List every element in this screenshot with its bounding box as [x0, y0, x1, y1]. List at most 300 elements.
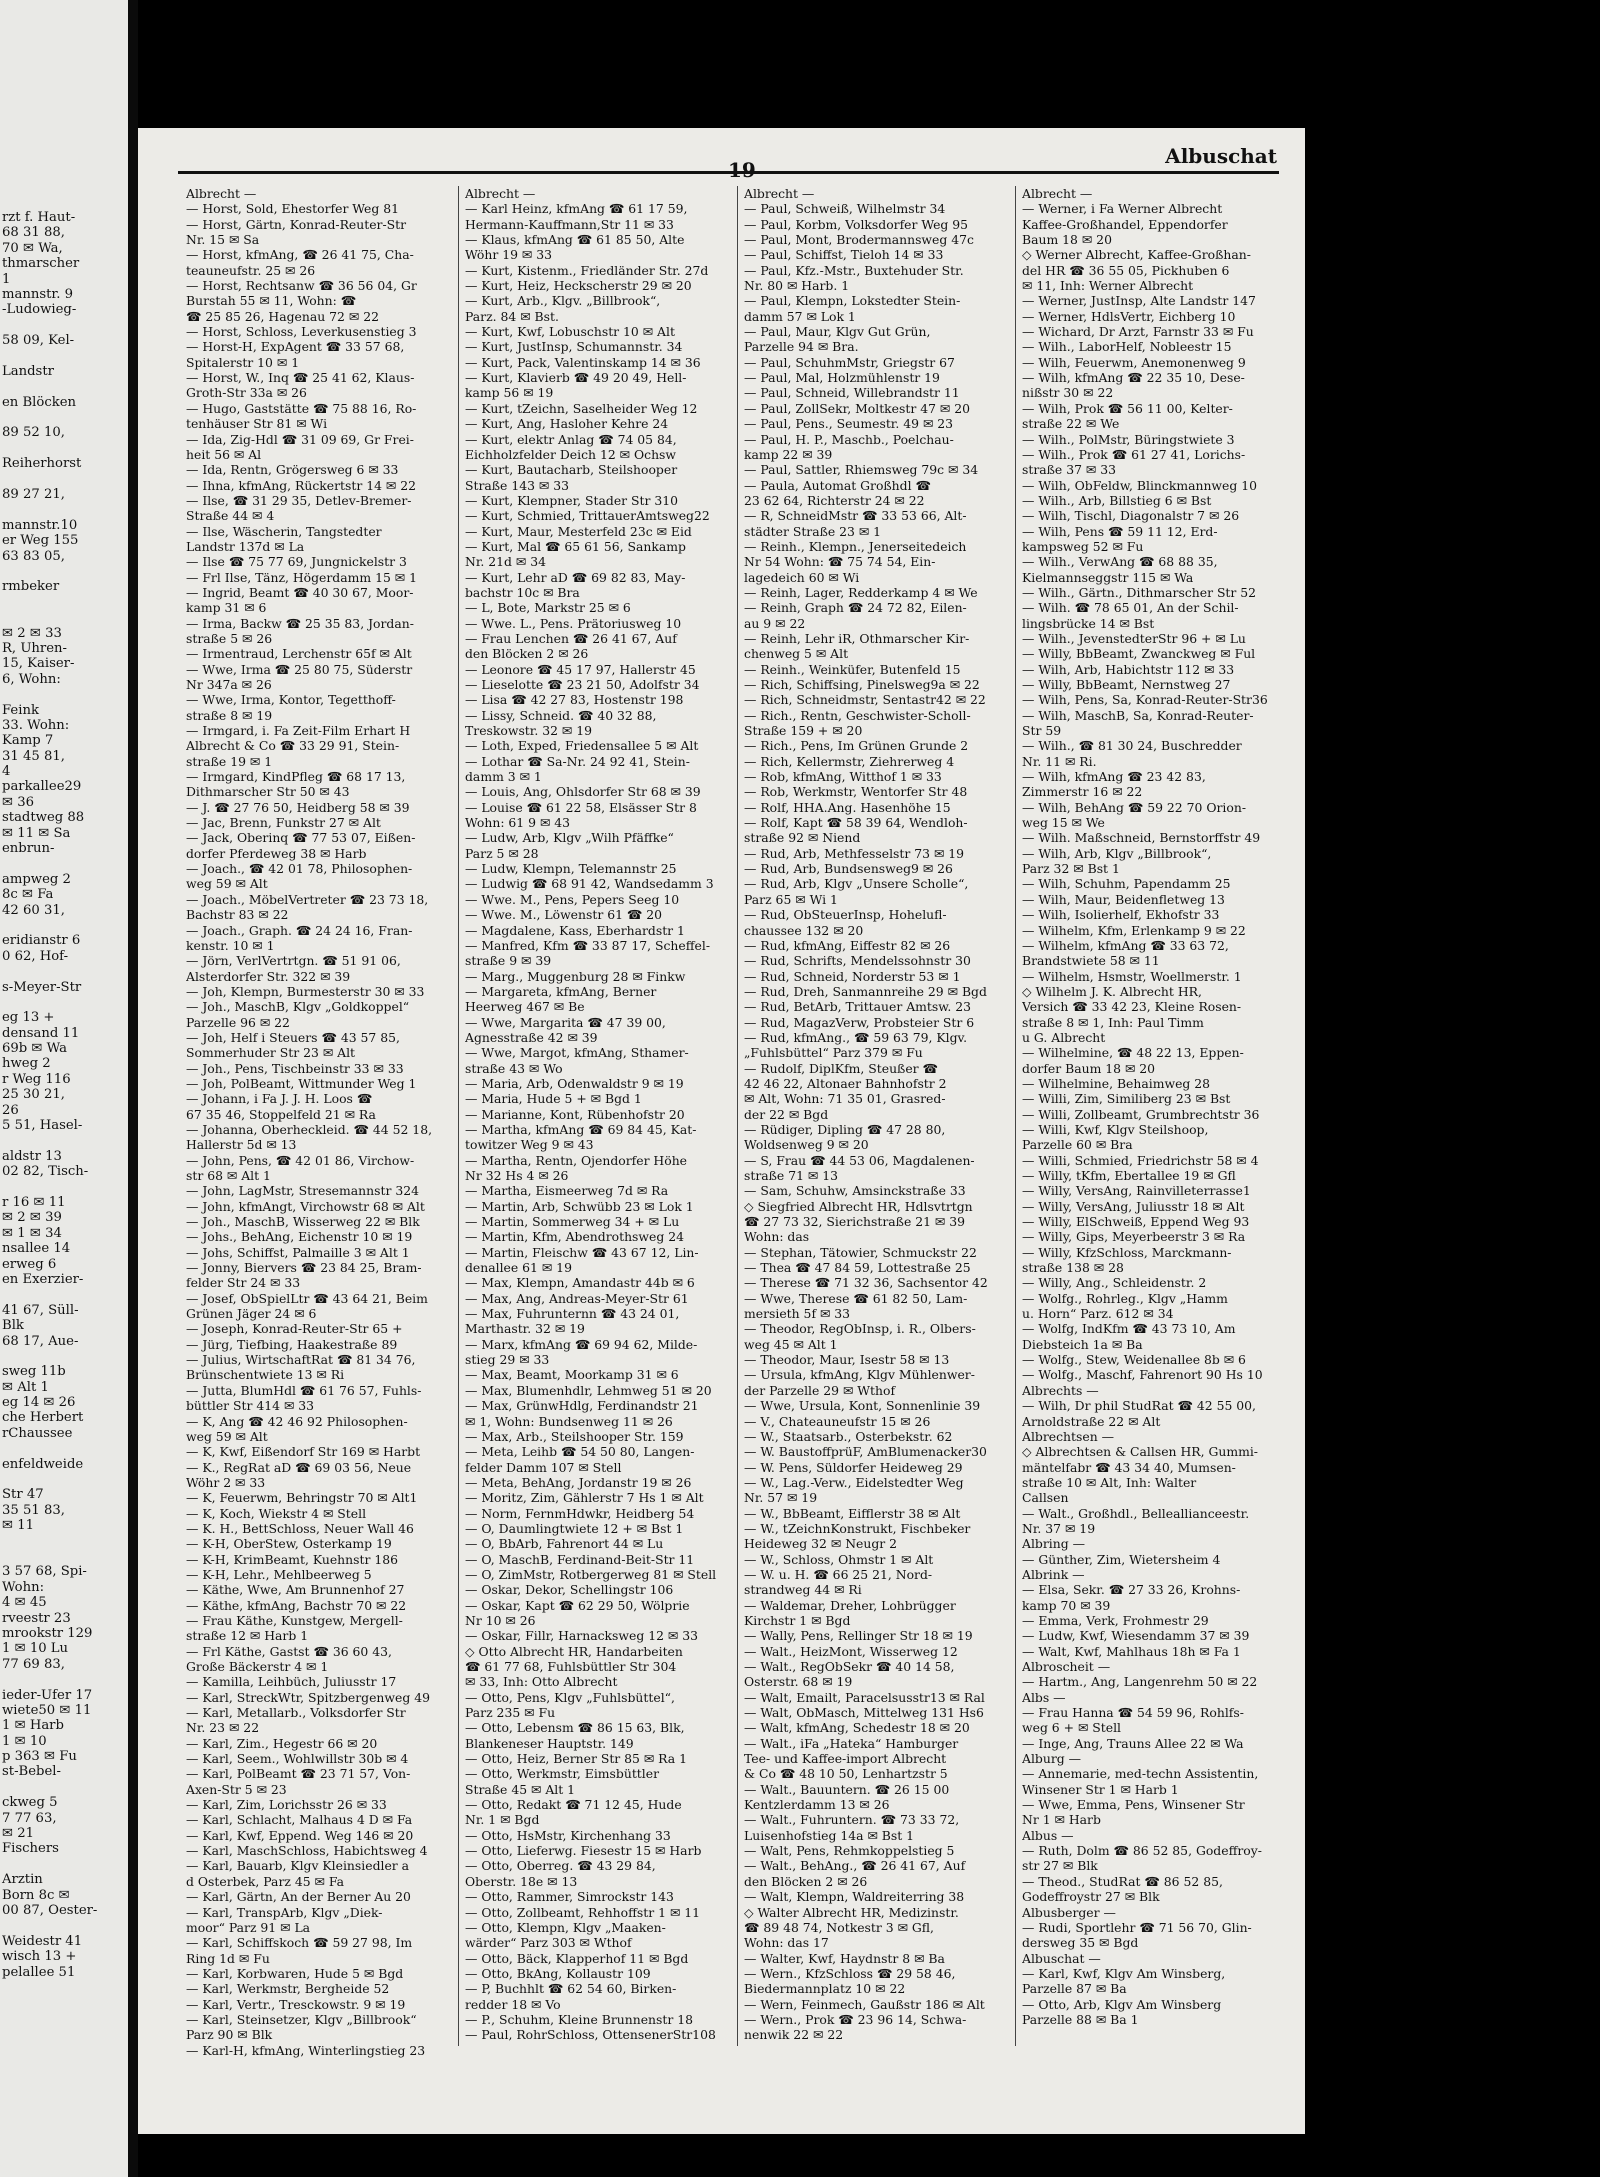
fragment-line: Reiherhorst	[2, 456, 82, 472]
directory-entry-line: Parz 5 ✉ 28	[465, 845, 539, 861]
directory-entry-line: stieg 29 ✉ 33	[465, 1352, 550, 1368]
directory-entry-line: — Martha, Rentn, Ojendorfer Höhe	[465, 1152, 688, 1168]
directory-entry-line: weg 59 ✉ Alt	[186, 1428, 268, 1444]
directory-entry-line: — Wolfg., Stew, Weidenallee 8b ✉ 6	[1022, 1352, 1246, 1368]
directory-entry-line: — Maria, Hude 5 + ✉ Bgd 1	[465, 1091, 642, 1107]
fragment-line: Weidestr 41	[2, 1933, 83, 1949]
directory-entry-line: — Wilhelm, Kfm, Erlenkamp 9 ✉ 22	[1022, 922, 1246, 938]
directory-entry-line: — K-H, Lehr., Mehlbeerweg 5	[186, 1566, 372, 1582]
directory-entry-line: Wohn: 61 9 ✉ 43	[465, 815, 571, 831]
directory-entry-line: Nr 54 Wohn: ☎ 75 74 54, Ein-	[744, 554, 936, 570]
directory-entry-line: towitzer Weg 9 ✉ 43	[465, 1137, 594, 1153]
directory-entry-line: — Wally, Pens, Rellinger Str 18 ✉ 19	[744, 1628, 973, 1644]
directory-entry-line: — Horst, Gärtn, Konrad-Reuter-Str	[186, 216, 407, 232]
directory-entry-line: Parzelle 87 ✉ Ba	[1022, 1981, 1127, 1997]
directory-entry-line: — K., RegRat aD ☎ 69 03 56, Neue	[186, 1459, 412, 1475]
fragment-line: ✉ 21	[2, 1826, 35, 1842]
fragment-line: 26	[2, 1102, 19, 1118]
fragment-line	[2, 995, 126, 1010]
fragment-line: eg 13 +	[2, 1010, 55, 1026]
fragment-line	[2, 349, 126, 364]
directory-entry-line: wärder“ Parz 303 ✉ Wthof	[465, 1935, 632, 1951]
fragment-line: 70 ✉ Wa,	[2, 240, 63, 256]
directory-entry-line: — Martin, Fleischw ☎ 43 67 12, Lin-	[465, 1244, 699, 1260]
fragment-line: s-Meyer-Str	[2, 979, 82, 995]
directory-entry-line: — K-H, KrimBeamt, Kuehnstr 186	[186, 1551, 398, 1567]
directory-entry-line: — Walt., Bauuntern. ☎ 26 15 00	[744, 1781, 950, 1797]
directory-entry-line: ◇ Wilhelm J. K. Albrecht HR,	[1022, 983, 1202, 999]
fragment-line: ✉ Alt 1	[2, 1379, 49, 1395]
directory-entry-line: — Leonore ☎ 45 17 97, Hallerstr 45	[465, 661, 696, 677]
fragment-line	[2, 410, 126, 425]
directory-entry-line: — Rudolf, DiplKfm, Steußer ☎	[744, 1060, 938, 1076]
fragment-line: eridianstr 6	[2, 933, 81, 949]
directory-entry-line: — Wilh, Maur, Beidenfletweg 13	[1022, 891, 1225, 907]
directory-entry-line: straße 92 ✉ Niend	[744, 830, 861, 846]
directory-entry-line: kamp 70 ✉ 39	[1022, 1597, 1111, 1613]
directory-entry-line: Albrecht —	[465, 186, 536, 201]
directory-entry-line: — Rud, Arb, Klgv „Unsere Scholle“,	[744, 876, 969, 892]
directory-entry-line: Alburg —	[1022, 1751, 1082, 1767]
fragment-line: r Weg 116	[2, 1071, 71, 1087]
directory-entry-line: — Wwe, Irma, Kontor, Tegetthoff-	[186, 692, 396, 708]
directory-entry-line: — Wilh., VerwAng ☎ 68 88 35,	[1022, 554, 1218, 570]
directory-entry-line: — Wilh, Isolierhelf, Ekhofstr 33	[1022, 907, 1220, 923]
directory-entry-line: — Käthe, kfmAng, Bachstr 70 ✉ 22	[186, 1597, 407, 1613]
directory-entry-line: Heideweg 32 ✉ Neugr 2	[744, 1536, 898, 1552]
directory-entry-line: Zimmerstr 16 ✉ 22	[1022, 784, 1143, 800]
directory-entry-line: — Ida, Zig-Hdl ☎ 31 09 69, Gr Frei-	[186, 431, 414, 447]
directory-entry-line: chaussee 132 ✉ 20	[744, 922, 864, 938]
directory-entry-line: — Louis, Ang, Ohlsdorfer Str 68 ✉ 39	[465, 784, 701, 800]
directory-entry-line: — W., BbBeamt, Eifflerstr 38 ✉ Alt	[744, 1505, 961, 1521]
directory-entry-line: ◇ Otto Albrecht HR, Handarbeiten	[465, 1643, 683, 1659]
fragment-line: 69b ✉ Wa	[2, 1041, 67, 1057]
directory-entry-line: — Willi, Zollbeamt, Grumbrechtstr 36	[1022, 1106, 1260, 1122]
fragment-line	[2, 1472, 126, 1487]
directory-entry-line: — Wilh, Pens ☎ 59 11 12, Erd-	[1022, 523, 1218, 539]
adjacent-page-column	[2, 210, 126, 1980]
directory-entry-line: — Stephan, Tätowier, Schmuckstr 22	[744, 1244, 977, 1260]
directory-entry-line: Nr 32 Hs 4 ✉ 26	[465, 1168, 569, 1183]
directory-entry-line: — Otto, Rammer, Simrockstr 143	[465, 1889, 674, 1905]
directory-entry-line: — Kurt, JustInsp, Schumannstr. 34	[465, 339, 683, 355]
directory-entry-line: Albusberger —	[1022, 1904, 1116, 1920]
directory-entry-line: — Manfred, Kfm ☎ 33 87 17, Scheffel-	[465, 937, 711, 953]
directory-entry-line: — Meta, BehAng, Jordanstr 19 ✉ 26	[465, 1474, 692, 1490]
directory-entry-line: — Joseph, Konrad-Reuter-Str 65 +	[186, 1321, 403, 1337]
directory-entry-line: — W., Lag.-Verw., Eidelstedter Weg	[744, 1474, 964, 1490]
fragment-line	[2, 610, 126, 625]
directory-entry-line: — Rud, Schneid, Norderstr 53 ✉ 1	[744, 968, 961, 984]
directory-entry-line: — Frau Lenchen ☎ 26 41 67, Auf	[465, 630, 677, 646]
directory-entry-line: — Wilh., LaborHelf, Nobleestr 15	[1022, 339, 1232, 355]
fragment-line: enbrun-	[2, 841, 55, 857]
directory-entry-line: Parzelle 96 ✉ 22	[186, 1014, 290, 1030]
directory-entry-line: Albring —	[1022, 1536, 1085, 1552]
directory-entry-line: — Rudi, Sportlehr ☎ 71 56 70, Glin-	[1022, 1919, 1252, 1935]
fragment-line	[2, 564, 126, 579]
fragment-line	[2, 687, 126, 702]
directory-page	[138, 128, 1305, 2134]
fragment-line: st-Bebel-	[2, 1764, 61, 1780]
fragment-line: Born 8c ✉	[2, 1887, 70, 1903]
directory-entry-line: — Wilh, Tischl, Diagonalstr 7 ✉ 26	[1022, 508, 1240, 524]
directory-entry-line: straße 12 ✉ Harb 1	[186, 1628, 309, 1644]
directory-entry-line: — O, ZimMstr, Rotbergerweg 81 ✉ Stell	[465, 1566, 717, 1582]
directory-entry-line: — Paula, Automat Großhdl ☎	[744, 477, 931, 493]
directory-entry-line: — Waldemar, Dreher, Lohbrügger	[744, 1597, 956, 1613]
directory-entry-line: — Paul, Schiffst, Tieloh 14 ✉ 33	[744, 247, 944, 263]
directory-entry-line: — O, BbArb, Fahrenort 44 ✉ Lu	[465, 1536, 664, 1552]
directory-entry-line: — R, SchneidMstr ☎ 33 53 66, Alt-	[744, 508, 967, 524]
fragment-line: ✉ 1 ✉ 34	[2, 1225, 62, 1241]
directory-entry-line: ☎ 25 85 26, Hagenau 72 ✉ 22	[186, 308, 379, 324]
directory-entry-line: Diebsteich 1a ✉ Ba	[1022, 1336, 1143, 1352]
directory-entry-line: teauneufstr. 25 ✉ 26	[186, 262, 316, 278]
directory-entry-line: Nr. 15 ✉ Sa	[186, 232, 260, 248]
directory-entry-line: — Paul, H. P., Maschb., Poelchau-	[744, 431, 954, 447]
directory-entry-line: — Werner, HdlsVertr, Eichberg 10	[1022, 308, 1236, 324]
directory-entry-line: — Otto, Lieferwg. Fiesestr 15 ✉ Harb	[465, 1843, 702, 1859]
directory-entry-line: — Karl, MaschSchloss, Habichtsweg 4	[186, 1843, 428, 1859]
fragment-line: 5 51, Hasel-	[2, 1118, 83, 1134]
directory-entry-line: ✉ Alt, Wohn: 71 35 01, Grasred-	[744, 1091, 946, 1107]
directory-entry-line: — Joh, Helf i Steuers ☎ 43 57 85,	[186, 1029, 400, 1045]
directory-entry-line: — L, Bote, Markstr 25 ✉ 6	[465, 600, 631, 616]
directory-entry-line: — Ruth, Dolm ☎ 86 52 85, Godeffroy-	[1022, 1843, 1262, 1859]
fragment-line: Wohn:	[2, 1579, 45, 1595]
fragment-line	[2, 1287, 126, 1302]
directory-entry-line: — Walt., RegObSekr ☎ 40 14 58,	[744, 1659, 955, 1674]
directory-entry-line: — Lieselotte ☎ 23 21 50, Adolfstr 34	[465, 677, 700, 692]
directory-entry-line: Nr. 23 ✉ 22	[186, 1720, 260, 1736]
directory-entry-line: Godeffroystr 27 ✉ Blk	[1022, 1889, 1160, 1905]
directory-entry-line: — W. BaustoffprüF, AmBlumenacker30	[744, 1444, 987, 1460]
directory-entry-line: Baum 18 ✉ 20	[1022, 232, 1112, 248]
directory-entry-line: Brandstwiete 58 ✉ 11	[1022, 953, 1160, 969]
fragment-line: wisch 13 +	[2, 1949, 77, 1965]
directory-entry-line: — Inge, Ang, Trauns Allee 22 ✉ Wa	[1022, 1735, 1244, 1751]
directory-entry-line: — Max, GrünwHdlg, Ferdinandstr 21	[465, 1398, 699, 1414]
directory-entry-line: Parz. 84 ✉ Bst.	[465, 308, 559, 324]
directory-entry-line: — Kurt, Schmied, TrittauerAmtsweg22	[465, 508, 710, 524]
directory-entry-line: — Joh., MaschB, Klgv „Goldkoppel“	[186, 999, 410, 1015]
directory-column-2	[465, 186, 733, 2043]
directory-entry-line: Nr. 57 ✉ 19	[744, 1490, 818, 1506]
directory-entry-line: 67 35 46, Stoppelfeld 21 ✉ Ra	[186, 1106, 376, 1122]
directory-entry-line: ✉ 11, Inh: Werner Albrecht	[1022, 278, 1194, 294]
directory-entry-line: — Norm, FernmHdwkr, Heidberg 54	[465, 1505, 695, 1521]
directory-entry-line: — Rob, kfmAng, Witthof 1 ✉ 33	[744, 769, 942, 785]
directory-entry-line: — Karl, Kwf, Klgv Am Winsberg,	[1022, 1965, 1226, 1981]
directory-entry-line: Kentzlerdamm 13 ✉ 26	[744, 1797, 890, 1813]
directory-entry-line: Albrechtsen —	[1022, 1428, 1114, 1444]
directory-entry-line: str 27 ✉ Blk	[1022, 1858, 1098, 1874]
fragment-line	[2, 1918, 126, 1933]
directory-entry-line: chenweg 5 ✉ Alt	[744, 646, 849, 662]
fragment-line	[2, 318, 126, 333]
fragment-line: densand 11	[2, 1025, 80, 1041]
directory-entry-line: — Wilh, Arb, Habichtstr 112 ✉ 33	[1022, 661, 1235, 677]
directory-entry-line: Parz 90 ✉ Blk	[186, 2027, 273, 2043]
directory-entry-line: Straße 159 + ✉ 20	[744, 723, 863, 739]
directory-entry-line: — Wwe, Margot, kfmAng, Sthamer-	[465, 1045, 689, 1061]
directory-entry-line: — Paul, Pens., Seumestr. 49 ✉ 23	[744, 416, 954, 432]
directory-entry-line: ◇ Siegfried Albrecht HR, Hdlsvtrtgn	[744, 1198, 973, 1214]
directory-entry-line: — Elsa, Sekr. ☎ 27 33 26, Krohns-	[1022, 1582, 1241, 1598]
fragment-line: pelallee 51	[2, 1964, 76, 1980]
directory-entry-line: — Joach., Graph. ☎ 24 24 16, Fran-	[186, 922, 413, 938]
directory-entry-line: — Walt, Pens, Rehmkoppelstieg 5	[744, 1843, 955, 1859]
directory-entry-line: — Jutta, BlumHdl ☎ 61 76 57, Fuhls-	[186, 1382, 422, 1398]
directory-entry-line: Parz 235 ✉ Fu	[465, 1705, 556, 1721]
directory-entry-line: — Karl, StreckWtr, Spitzbergenweg 49	[186, 1689, 430, 1705]
directory-entry-line: mersieth 5f ✉ 33	[744, 1306, 851, 1322]
directory-entry-line: — Paul, Schneid, Willebrandstr 11	[744, 385, 960, 401]
directory-entry-line: Dithmarscher Str 50 ✉ 43	[186, 784, 350, 800]
directory-entry-line: — Maria, Arb, Odenwaldstr 9 ✉ 19	[465, 1075, 684, 1091]
directory-entry-line: — Rud, MagazVerw, Probsteier Str 6	[744, 1014, 975, 1030]
directory-entry-line: — Max, Arb., Steilshooper Str. 159	[465, 1428, 684, 1444]
directory-entry-line: — Irmgard, KindPfleg ☎ 68 17 13,	[186, 769, 406, 785]
directory-entry-line: — W. Pens, Süldorfer Heideweg 29	[744, 1459, 963, 1475]
directory-entry-line: Wöhr 19 ✉ 33	[465, 247, 552, 263]
directory-entry-line: — Wilh, kfmAng ☎ 23 42 83,	[1022, 769, 1206, 785]
directory-entry-line: au 9 ✉ 22	[744, 615, 806, 631]
fragment-line: 4 ✉ 45	[2, 1595, 47, 1611]
directory-entry-line: Wohn: das	[744, 1229, 810, 1245]
directory-entry-line: — Wwe. L., Pens. Prätoriusweg 10	[465, 615, 682, 631]
directory-entry-line: — Karl, Metallarb., Volksdorfer Str	[186, 1705, 406, 1721]
directory-entry-line: — Walter, Kwf, Haydnstr 8 ✉ Ba	[744, 1950, 945, 1966]
directory-entry-line: — Willy, BbBeamt, Nernstweg 27	[1022, 677, 1231, 692]
directory-entry-line: — Wilh., JevenstedterStr 96 + ✉ Lu	[1022, 630, 1246, 646]
directory-entry-line: — Klaus, kfmAng ☎ 61 85 50, Alte	[465, 232, 685, 248]
fragment-line	[2, 856, 126, 871]
directory-entry-line: straße 5 ✉ 26	[186, 630, 273, 646]
directory-column-3	[744, 186, 1012, 2043]
directory-entry-line: — Rud, kfmAng., ☎ 59 63 79, Klgv.	[744, 1029, 968, 1045]
directory-entry-line: — Reinh, Lehr iR, Othmarscher Kir-	[744, 630, 970, 646]
directory-entry-line: u G. Albrecht	[1022, 1029, 1106, 1045]
directory-entry-line: — Karl, Vertr., Tresckowstr. 9 ✉ 19	[186, 1996, 406, 2012]
directory-entry-line: — Max, Beamt, Moorkamp 31 ✉ 6	[465, 1367, 679, 1383]
directory-entry-line: Versich ☎ 33 42 23, Kleine Rosen-	[1022, 999, 1242, 1015]
directory-entry-line: Parzelle 88 ✉ Ba 1	[1022, 2011, 1139, 2027]
fragment-line: stadtweg 88	[2, 810, 85, 826]
directory-entry-line: weg 6 + ✉ Stell	[1022, 1720, 1121, 1736]
column-divider	[458, 186, 459, 2046]
directory-entry-line: — Werner, JustInsp, Alte Landstr 147	[1022, 293, 1256, 309]
directory-entry-line: Nr. 21d ✉ 34	[465, 554, 547, 570]
directory-entry-line: — Martin, Sommerweg 34 + ✉ Lu	[465, 1214, 680, 1230]
directory-entry-line: moor“ Parz 91 ✉ La	[186, 1919, 311, 1935]
directory-entry-line: — Frl Käthe, Gastst ☎ 36 60 43,	[186, 1643, 392, 1659]
directory-entry-line: — Horst, kfmAng, ☎ 26 41 75, Cha-	[186, 247, 414, 263]
directory-entry-line: felder Damm 107 ✉ Stell	[465, 1459, 622, 1475]
directory-entry-line: — Willy, VersAng, Rainvilleterrasse1	[1022, 1183, 1251, 1199]
directory-entry-line: den Blöcken 2 ✉ 26	[744, 1873, 868, 1889]
fragment-line: 68 31 88,	[2, 225, 65, 241]
directory-entry-line: — Wilhelmine, ☎ 48 22 13, Eppen-	[1022, 1045, 1244, 1061]
directory-entry-line: — Kurt, Arb., Klgv. „Billbrook“,	[465, 293, 661, 309]
directory-entry-line: straße 43 ✉ Wo	[465, 1060, 563, 1076]
directory-entry-line: — Ihna, kfmAng, Rückertstr 14 ✉ 22	[186, 477, 417, 493]
directory-entry-line: Treskowstr. 32 ✉ 19	[465, 723, 593, 739]
page-gutter	[128, 0, 138, 2177]
directory-entry-line: — John, LagMstr, Stresemannstr 324	[186, 1183, 419, 1199]
fragment-line: 33. Wohn:	[2, 717, 70, 733]
directory-entry-line: — Rich., Pens, Im Grünen Grunde 2	[744, 738, 969, 754]
directory-entry-line: — Rich, Schiffsing, Pinelsweg9a ✉ 22	[744, 677, 980, 692]
directory-entry-line: — Joh, Klempn, Burmesterstr 30 ✉ 33	[186, 983, 425, 999]
fragment-line: 89 27 21,	[2, 487, 65, 503]
fragment-line	[2, 918, 126, 933]
fragment-line: rmbeker	[2, 579, 60, 595]
directory-entry-line: — Max, Ang, Andreas-Meyer-Str 61	[465, 1290, 689, 1306]
directory-entry-line: Albrecht —	[1022, 186, 1093, 201]
directory-entry-line: — Reinh., Weinküfer, Butenfeld 15	[744, 661, 961, 677]
fragment-line: Arztin	[2, 1872, 43, 1888]
directory-entry-line: — Wilh, kfmAng ☎ 22 35 10, Dese-	[1022, 370, 1245, 386]
directory-entry-line: — Therese ☎ 71 32 36, Sachsentor 42	[744, 1275, 988, 1291]
fragment-line: 41 67, Süll-	[2, 1302, 79, 1318]
fragment-line: 4	[2, 764, 11, 780]
directory-entry-line: — Willi, Kwf, Klgv Steilshoop,	[1022, 1121, 1209, 1137]
fragment-line	[2, 595, 126, 610]
directory-entry-line: — K-H, OberStew, Osterkamp 19	[186, 1536, 392, 1552]
directory-entry-line: — Jürg, Tiefbing, Haakestraße 89	[186, 1336, 398, 1352]
directory-entry-line: nenwik 22 ✉ 22	[744, 2027, 844, 2043]
fragment-line: R, Uhren-	[2, 640, 67, 656]
directory-entry-line: Albrecht —	[186, 186, 257, 201]
directory-entry-line: — Wilh. ☎ 78 65 01, An der Schil-	[1022, 600, 1239, 616]
directory-entry-line: — Karl, Korbwaren, Hude 5 ✉ Bgd	[186, 1965, 404, 1981]
directory-entry-line: — Irma, Backw ☎ 25 35 83, Jordan-	[186, 615, 414, 631]
directory-entry-line: — Otto, Werkmstr, Eimsbüttler	[465, 1766, 660, 1782]
directory-entry-line: — Wilh. Maßschneid, Bernstorffstr 49	[1022, 830, 1261, 846]
directory-entry-line: — Oskar, Fillr, Harnacksweg 12 ✉ 33	[465, 1628, 698, 1644]
directory-entry-line: 42 46 22, Altonaer Bahnhofstr 2	[744, 1075, 947, 1091]
directory-entry-line: Eichholzfelder Deich 12 ✉ Ochsw	[465, 446, 677, 462]
directory-entry-line: — Kurt, Bautacharb, Steilshooper	[465, 462, 678, 478]
directory-entry-line: Spitalerstr 10 ✉ 1	[186, 354, 300, 370]
directory-entry-line: — Walt., Fuhruntern. ☎ 73 33 72,	[744, 1812, 960, 1828]
directory-entry-line: straße 19 ✉ 1	[186, 753, 273, 769]
running-head: Albuschat	[1165, 144, 1277, 168]
fragment-line: 35 51 83,	[2, 1502, 65, 1518]
directory-entry-line: — Rud, Arb, Methfesselstr 73 ✉ 19	[744, 845, 965, 861]
directory-entry-line: — Joach., MöbelVertreter ☎ 23 73 18,	[186, 891, 429, 907]
directory-entry-line: — Wern, Feinmech, Gaußstr 186 ✉ Alt	[744, 1996, 985, 2012]
directory-entry-line: — Ilse, ☎ 31 29 35, Detlev-Bremer-	[186, 492, 412, 508]
directory-entry-line: den Blöcken 2 ✉ 26	[465, 646, 589, 662]
directory-entry-line: felder Str 24 ✉ 33	[186, 1275, 301, 1291]
directory-entry-line: — Marianne, Kont, Rübenhofstr 20	[465, 1106, 685, 1122]
directory-entry-line: — Walt, kfmAng, Schedestr 18 ✉ 20	[744, 1720, 970, 1736]
directory-entry-line: — Moritz, Zim, Gählerstr 7 Hs 1 ✉ Alt	[465, 1490, 704, 1506]
directory-entry-line: Wöhr 2 ✉ 33	[186, 1474, 266, 1490]
directory-entry-line: — Paul, Mont, Brodermannsweg 47c	[744, 232, 974, 248]
directory-entry-line: — Rud, BetArb, Trittauer Amtsw. 23	[744, 999, 972, 1015]
directory-entry-line: — V., Chateauneufstr 15 ✉ 26	[744, 1413, 931, 1429]
directory-entry-line: ✉ 1, Wohn: Bundsenweg 11 ✉ 26	[465, 1413, 673, 1429]
directory-entry-line: — W., Staatsarb., Osterbekstr. 62	[744, 1428, 953, 1444]
fragment-line	[2, 1672, 126, 1687]
fragment-line: 1 ✉ Harb	[2, 1718, 64, 1734]
fragment-line	[2, 964, 126, 979]
directory-entry-line: — Jack, Oberinq ☎ 77 53 07, Eißen-	[186, 830, 416, 846]
directory-entry-line: — Horst-H, ExpAgent ☎ 33 57 68,	[186, 339, 405, 355]
directory-entry-line: damm 57 ✉ Lok 1	[744, 308, 856, 324]
fragment-line: hweg 2	[2, 1056, 51, 1072]
directory-entry-line: — Walt, ObMasch, Mittelweg 131 Hs6	[744, 1705, 984, 1721]
directory-entry-line: — Paul, Maur, Klgv Gut Grün,	[744, 324, 931, 340]
directory-entry-line: — P, Buchhlt ☎ 62 54 60, Birken-	[465, 1981, 677, 1997]
directory-entry-line: — Paul, RohrSchloss, OttensenerStr108	[465, 2027, 716, 2043]
directory-entry-line: — Irmentraud, Lerchenstr 65f ✉ Alt	[186, 646, 412, 662]
fragment-line	[2, 502, 126, 517]
directory-entry-line: — Walt., BehAng., ☎ 26 41 67, Auf	[744, 1858, 966, 1874]
directory-entry-line: — Otto, Bäck, Klapperhof 11 ✉ Bgd	[465, 1950, 689, 1966]
directory-entry-line: Kirchstr 1 ✉ Bgd	[744, 1612, 851, 1628]
directory-entry-line: — Ludw, Arb, Klgv „Wilh Pfäffke“	[465, 830, 674, 846]
directory-entry-line: — Johanna, Oberheckleid. ☎ 44 52 18,	[186, 1121, 433, 1137]
directory-entry-line: Albrink —	[1022, 1566, 1085, 1582]
directory-entry-line: d Osterbek, Parz 45 ✉ Fa	[186, 1873, 344, 1889]
directory-entry-line: — Rud, kfmAng, Eiffestr 82 ✉ 26	[744, 937, 951, 953]
directory-entry-line: straße 138 ✉ 28	[1022, 1260, 1124, 1276]
directory-entry-line: weg 45 ✉ Alt 1	[744, 1336, 838, 1352]
directory-entry-line: ◇ Werner Albrecht, Kaffee-Großhan-	[1022, 247, 1251, 263]
directory-entry-line: Callsen	[1022, 1490, 1069, 1506]
directory-entry-line: Str 59	[1022, 723, 1062, 739]
directory-entry-line: — Wilh, Pens, Sa, Konrad-Reuter-Str36	[1022, 692, 1268, 708]
directory-entry-line: kamp 22 ✉ 39	[744, 446, 833, 462]
directory-entry-line: — Joach., ☎ 42 01 78, Philosophen-	[186, 861, 413, 877]
column-divider	[737, 186, 738, 2046]
directory-entry-line: — Kurt, Klempner, Stader Str 310	[465, 492, 679, 508]
directory-entry-line: Parz 65 ✉ Wi 1	[744, 891, 838, 907]
directory-entry-line: Oberstr. 18e ✉ 13	[465, 1873, 578, 1889]
directory-entry-line: — Ursula, kfmAng, Klgv Mühlenwer-	[744, 1367, 975, 1383]
directory-entry-line: Woldsenweg 9 ✉ 20	[744, 1137, 869, 1153]
directory-entry-line: — Otto, Pens, Klgv „Fuhlsbüttel“,	[465, 1689, 675, 1705]
directory-entry-line: — Julius, WirtschaftRat ☎ 81 34 76,	[186, 1352, 416, 1368]
directory-entry-line: — Wwe, Emma, Pens, Winsener Str	[1022, 1797, 1245, 1813]
scan-background	[1305, 0, 1600, 2177]
fragment-line: 77 69 83,	[2, 1656, 65, 1672]
directory-entry-line: — K, Kwf, Eißendorf Str 169 ✉ Harbt	[186, 1444, 421, 1460]
fragment-line	[2, 1534, 126, 1549]
directory-entry-line: — Meta, Leihb ☎ 54 50 80, Langen-	[465, 1444, 695, 1460]
directory-entry-line: — Karl-H, kfmAng, Winterlingstieg 23	[186, 2042, 426, 2058]
directory-entry-line: — Wwe, Irma ☎ 25 80 75, Süderstr	[186, 661, 413, 677]
directory-entry-line: — Horst, Rechtsanw ☎ 36 56 04, Gr	[186, 278, 417, 294]
directory-entry-line: — Wilh., PolMstr, Büringstwiete 3	[1022, 431, 1235, 447]
fragment-line: wiete50 ✉ 11	[2, 1702, 92, 1718]
fragment-line: Str 47	[2, 1487, 44, 1503]
directory-entry-line: — Willy, KfzSchloss, Marckmann-	[1022, 1244, 1232, 1260]
directory-entry-line: Agnesstraße 42 ✉ 39	[465, 1029, 598, 1045]
directory-entry-line: — Magdalene, Kass, Eberhardstr 1	[465, 922, 685, 938]
directory-entry-line: Sommerhuder Str 23 ✉ Alt	[186, 1045, 356, 1061]
directory-entry-line: — Rud, Arb, Bundsensweg9 ✉ 26	[744, 861, 953, 877]
fragment-line	[2, 472, 126, 487]
directory-entry-line: Parzelle 94 ✉ Bra.	[744, 339, 859, 355]
directory-entry-line: — Otto, Arb, Klgv Am Winsberg	[1022, 1996, 1222, 2012]
